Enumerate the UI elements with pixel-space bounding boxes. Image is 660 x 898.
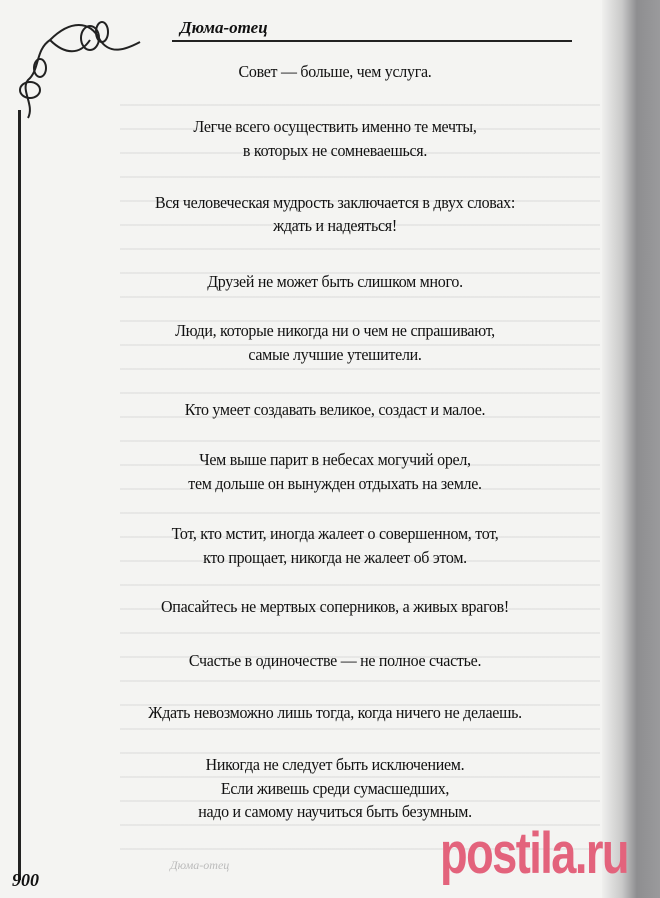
left-border-rule <box>18 110 21 880</box>
quote-line: Люди, которые никогда ни о чем не спрашивают, <box>175 321 495 340</box>
header-rule <box>172 40 572 42</box>
quote-line: Счастье в одиночестве — не полное счастье. <box>188 651 482 670</box>
quote-line: ждать и надеяться! <box>273 216 397 235</box>
quote-line: кто прощает, никогда не жалеет об этом. <box>203 548 467 567</box>
page-edge-shadow <box>602 0 660 898</box>
quote-line: Тот, кто мстит, иногда жалеет о совершенном, тот, <box>171 524 499 543</box>
quote-line: в которых не сомневаешься. <box>242 141 428 160</box>
quote-line: Если живешь среди сумасшедших, <box>220 779 450 798</box>
running-header-title: Дюма-отец <box>180 18 268 37</box>
quote-line: Никогда не следует быть исключением. <box>205 755 465 774</box>
quote-line: надо и самому научиться быть безумным. <box>198 802 472 821</box>
quote-line: Легче всего осуществить именно те мечты, <box>193 117 477 136</box>
quote-line: Вся человеческая мудрость заключается в двух словах: <box>154 193 516 212</box>
quote-line: самые лучшие утешители. <box>248 345 422 364</box>
quote-line: Друзей не может быть слишком много. <box>207 272 463 291</box>
bleed-through-header: Дюма-отец <box>170 858 230 872</box>
page-number: 900 <box>12 870 39 890</box>
watermark-logo: postila.ru <box>440 821 629 886</box>
quote-line: Кто умеет создавать великое, создаст и малое. <box>184 400 486 419</box>
quote-line: Опасайтесь не мертвых соперников, а живых врагов! <box>161 597 509 616</box>
quote-line: Чем выше парит в небесах могучий орел, <box>199 450 471 469</box>
quote-line: Ждать невозможно лишь тогда, когда ничего не делаешь. <box>148 703 522 722</box>
quote-line: тем дольше он вынужден отдыхать на земле. <box>188 474 482 493</box>
quote-line: Совет — больше, чем услуга. <box>238 62 432 81</box>
